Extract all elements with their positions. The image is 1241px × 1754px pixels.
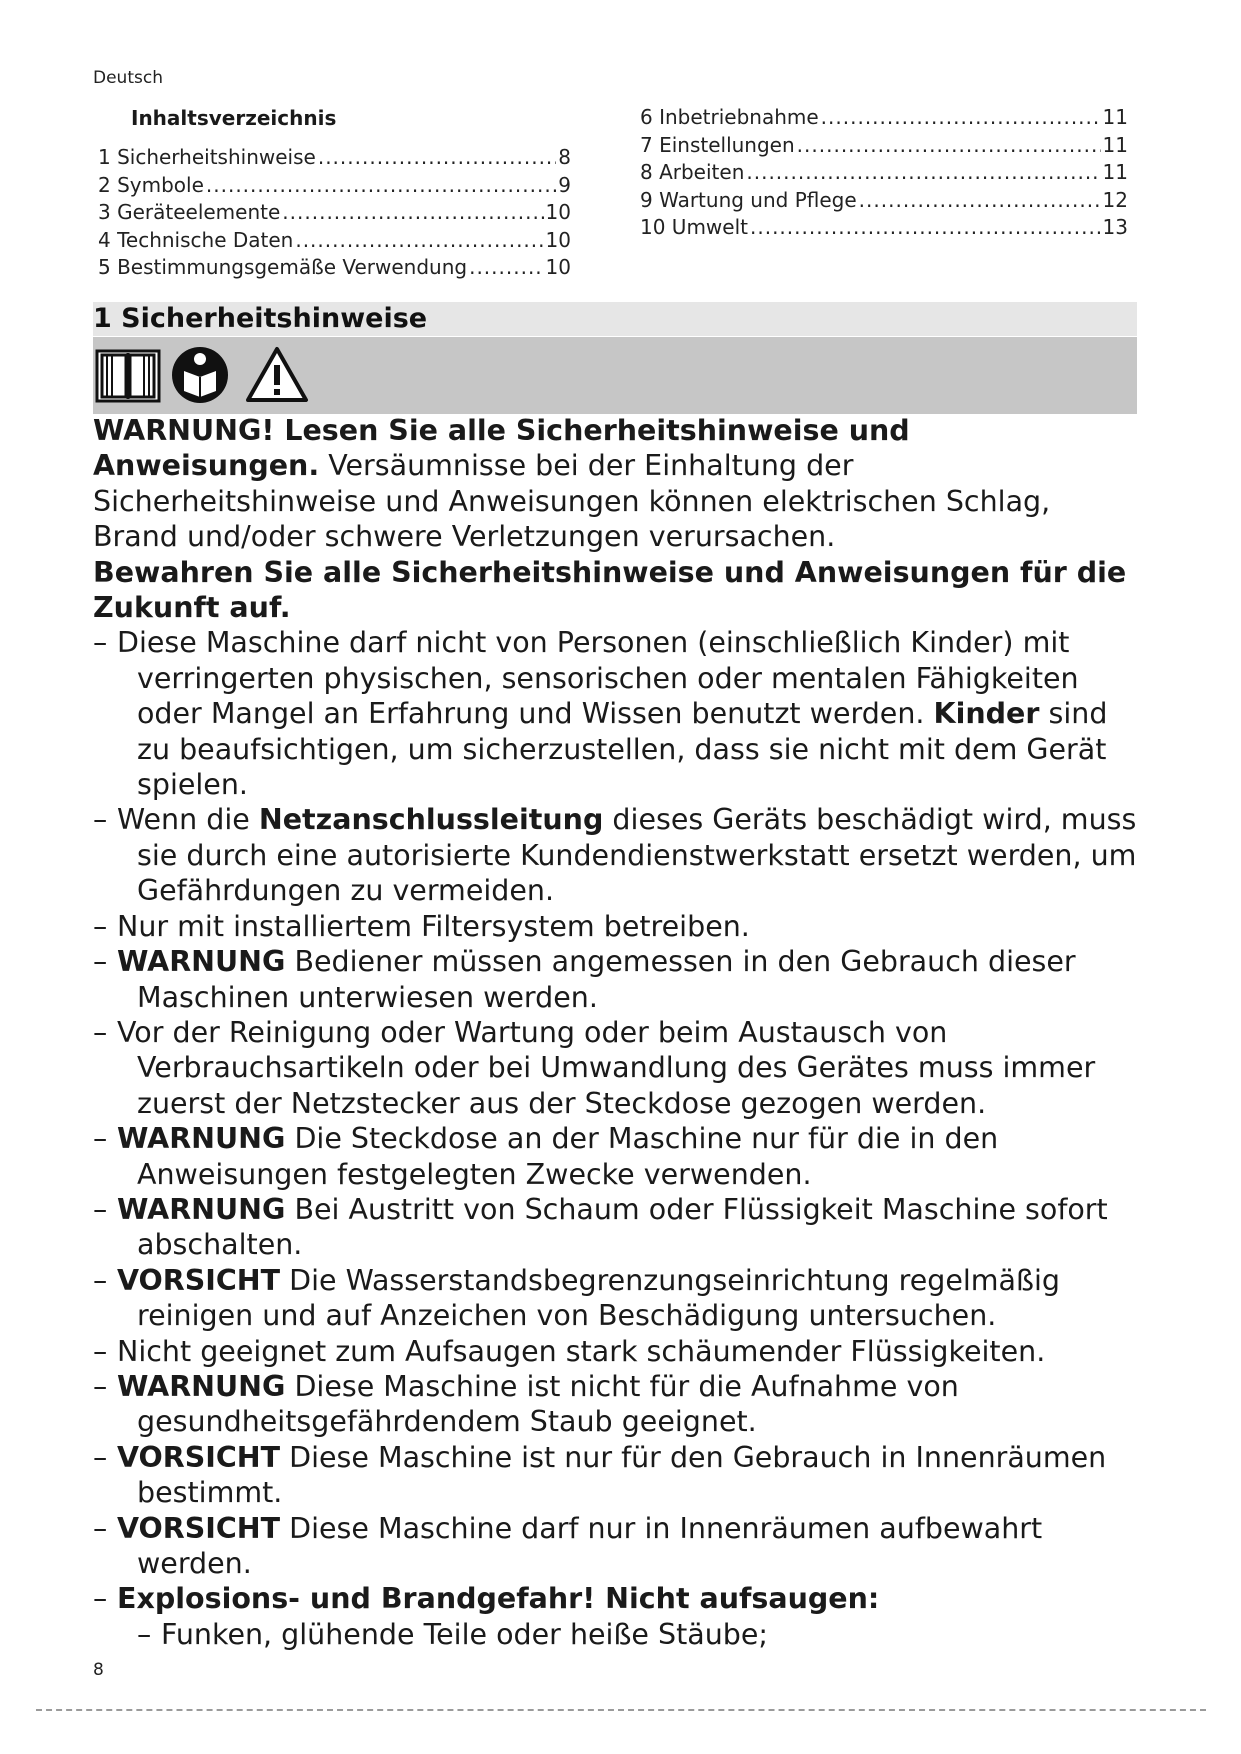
- list-item-emphasis: VORSICHT: [117, 1440, 281, 1474]
- warning-paragraph: [93, 413, 1143, 555]
- list-dash: –: [93, 1582, 108, 1616]
- toc-entry-page: 11: [1102, 105, 1128, 129]
- toc-entry-page: 10: [545, 200, 571, 224]
- list-item: [93, 1192, 1143, 1263]
- toc-right-column: [640, 104, 1128, 242]
- list-item-text: Nicht geeignet zum Aufsaugen stark schäumender Flüssigkeiten.: [117, 1334, 1046, 1368]
- list-item: [93, 1015, 1143, 1121]
- safety-list: [93, 625, 1143, 1616]
- toc-entry-label: 1 Sicherheitshinweise: [98, 145, 316, 169]
- sublist-item-text: Funken, glühende Teile oder heiße Stäube;: [161, 1617, 769, 1651]
- toc-entry: [640, 187, 1128, 215]
- toc-entry-label: 7 Einstellungen: [640, 132, 795, 157]
- toc-dot-leader: [746, 159, 1100, 187]
- toc-entry-page: 13: [1102, 215, 1128, 239]
- toc-entry: [640, 132, 1128, 160]
- toc-entry-page: 11: [1102, 132, 1128, 157]
- list-item-text: Diese Maschine ist nur für den Gebrauch in Innenräumen bestimmt.: [137, 1440, 1107, 1510]
- list-item: [93, 1334, 1143, 1369]
- warning-heading: WARNUNG! Lesen Sie alle Sicherheitshinweise und Anweisungen.: [93, 414, 910, 483]
- toc-entry: [640, 214, 1128, 242]
- list-item-text: sind zu beaufsichtigen, um sicherzustellen, dass sie nicht mit dem Gerät spielen.: [137, 697, 1108, 802]
- safety-icon-bar: [93, 337, 1137, 414]
- document-language: Deutsch: [93, 68, 163, 88]
- list-item: [93, 802, 1143, 908]
- list-item-emphasis: Explosions- und Brandgefahr! Nicht aufsaugen:: [117, 1582, 880, 1616]
- warning-text: Versäumnisse bei der Einhaltung der Sicherheitshinweise und Anweisungen können elektrischen Schlag, Brand und/oder schwere Verletzungen verursachen.: [93, 449, 1051, 554]
- list-item-text: dieses Geräts beschädigt wird, muss sie durch eine autorisierte Kundendienstwerkstatt ersetzt werden, um Gefährdungen zu vermeiden.: [137, 803, 1137, 908]
- toc-entry-label: 9 Wartung und Pflege: [640, 187, 857, 212]
- list-item-text: Nur mit installiertem Filtersystem betreiben.: [117, 909, 750, 943]
- toc-dot-leader: [282, 199, 543, 227]
- toc-entry-label: 4 Technische Daten: [98, 227, 294, 252]
- list-item-emphasis: VORSICHT: [117, 1263, 281, 1297]
- read-manual-icon: [170, 345, 230, 405]
- list-item: [93, 909, 1143, 944]
- toc-dot-leader: [318, 144, 556, 172]
- sublist-item: [93, 1617, 1143, 1652]
- toc-dot-leader: [295, 227, 543, 255]
- list-item-text: Diese Maschine ist nicht für die Aufnahme von gesundheitsgefährdendem Staub geeignet.: [137, 1369, 959, 1439]
- page-cut-line: [36, 1709, 1206, 1711]
- list-item-emphasis: WARNUNG: [117, 1192, 286, 1226]
- list-dash: –: [93, 945, 108, 979]
- list-item-emphasis: Kinder: [933, 697, 1040, 731]
- list-item-text: Diese Maschine darf nur in Innenräumen aufbewahrt werden.: [137, 1511, 1043, 1580]
- list-item-text: Die Wasserstandsbegrenzungseinrichtung regelmäßig reinigen und auf Anzeichen von Beschädigung untersuchen.: [137, 1263, 1060, 1333]
- safety-instructions: [93, 413, 1143, 1652]
- toc-entry-label: 8 Arbeiten: [640, 160, 745, 184]
- toc-dot-leader: [859, 187, 1101, 215]
- toc-entry-page: 10: [545, 227, 571, 252]
- manual-book-icon: [95, 345, 161, 405]
- toc-entry-label: 5 Bestimmungsgemäße Verwendung: [98, 255, 468, 279]
- list-dash: –: [93, 1369, 108, 1403]
- list-dash: –: [93, 1192, 108, 1226]
- toc-entry: [98, 172, 571, 200]
- toc-dot-leader: [469, 254, 543, 282]
- toc-entry: [98, 144, 571, 172]
- list-item-emphasis: WARNUNG: [117, 1122, 286, 1156]
- list-item-text: Bediener müssen angemessen in den Gebrauch dieser Maschinen unterwiesen werden.: [137, 945, 1076, 1014]
- toc-entry-label: 3 Geräteelemente: [98, 200, 281, 224]
- toc-dot-leader: [797, 132, 1101, 160]
- list-item: [93, 1121, 1143, 1192]
- list-dash: –: [93, 803, 108, 837]
- toc-entry-label: 2 Symbole: [98, 172, 204, 197]
- warning-triangle-icon: [245, 345, 309, 405]
- list-item-text: Die Steckdose an der Maschine nur für die in den Anweisungen festgelegten Zwecke verwenden.: [137, 1122, 999, 1191]
- list-item: [93, 944, 1143, 1015]
- list-item-emphasis: VORSICHT: [117, 1511, 281, 1545]
- toc-title: Inhaltsverzeichnis: [131, 106, 337, 130]
- toc-entry-page: 8: [558, 145, 571, 169]
- list-dash: –: [93, 1015, 108, 1049]
- list-item-emphasis: Netzanschlussleitung: [258, 803, 604, 837]
- toc-entry-page: 11: [1102, 160, 1128, 184]
- list-dash: –: [93, 626, 108, 660]
- toc-entry-page: 10: [545, 255, 571, 279]
- section-title: 1 Sicherheitshinweise: [93, 303, 428, 334]
- list-item: [93, 1263, 1143, 1334]
- list-dash: –: [137, 1617, 152, 1651]
- list-item: [93, 625, 1143, 802]
- toc-entry: [98, 199, 571, 227]
- list-dash: –: [93, 1122, 108, 1156]
- list-dash: –: [93, 1334, 108, 1368]
- list-item-emphasis: WARNUNG: [117, 945, 286, 979]
- list-dash: –: [93, 1440, 108, 1474]
- page-number: 8: [93, 1660, 104, 1680]
- list-item-text: Bei Austritt von Schaum oder Flüssigkeit Maschine sofort abschalten.: [137, 1192, 1108, 1262]
- toc-entry-page: 12: [1102, 187, 1128, 212]
- list-item: [93, 1581, 1143, 1616]
- list-item: [93, 1369, 1143, 1440]
- toc-entry-page: 9: [558, 172, 571, 197]
- list-item: [93, 1440, 1143, 1511]
- list-item-text: Diese Maschine darf nicht von Personen (einschließlich Kinder) mit verringerten physischen, sensorischen oder mentalen Fähigkeiten oder Mangel an Erfahrung und Wissen benutzt werden.: [117, 626, 1079, 731]
- keep-instructions-note: [93, 555, 1143, 626]
- toc-entry: [640, 159, 1128, 187]
- safety-sublist: [93, 1617, 1143, 1652]
- list-item: [93, 1511, 1143, 1582]
- list-item-text: Wenn die: [117, 803, 259, 837]
- list-dash: –: [93, 1511, 108, 1545]
- toc-entry: [98, 254, 571, 282]
- toc-entry: [98, 227, 571, 255]
- list-item-emphasis: WARNUNG: [117, 1369, 286, 1403]
- list-item-text: Vor der Reinigung oder Wartung oder beim Austausch von Verbrauchsartikeln oder bei Umwandlung des Gerätes muss immer zuerst der Netzstecker aus der Steckdose gezogen werden.: [117, 1015, 1096, 1120]
- toc-entry-label: 10 Umwelt: [640, 215, 748, 239]
- toc-left-column: [98, 144, 571, 282]
- list-dash: –: [93, 1263, 108, 1297]
- list-dash: –: [93, 909, 108, 943]
- toc-dot-leader: [750, 214, 1101, 242]
- toc-dot-leader: [206, 172, 556, 200]
- toc-dot-leader: [821, 104, 1101, 132]
- keep-instructions-text: Bewahren Sie alle Sicherheitshinweise und Anweisungen für die Zukunft auf.: [93, 555, 1127, 625]
- toc-entry-label: 6 Inbetriebnahme: [640, 105, 819, 129]
- toc-entry: [640, 104, 1128, 132]
